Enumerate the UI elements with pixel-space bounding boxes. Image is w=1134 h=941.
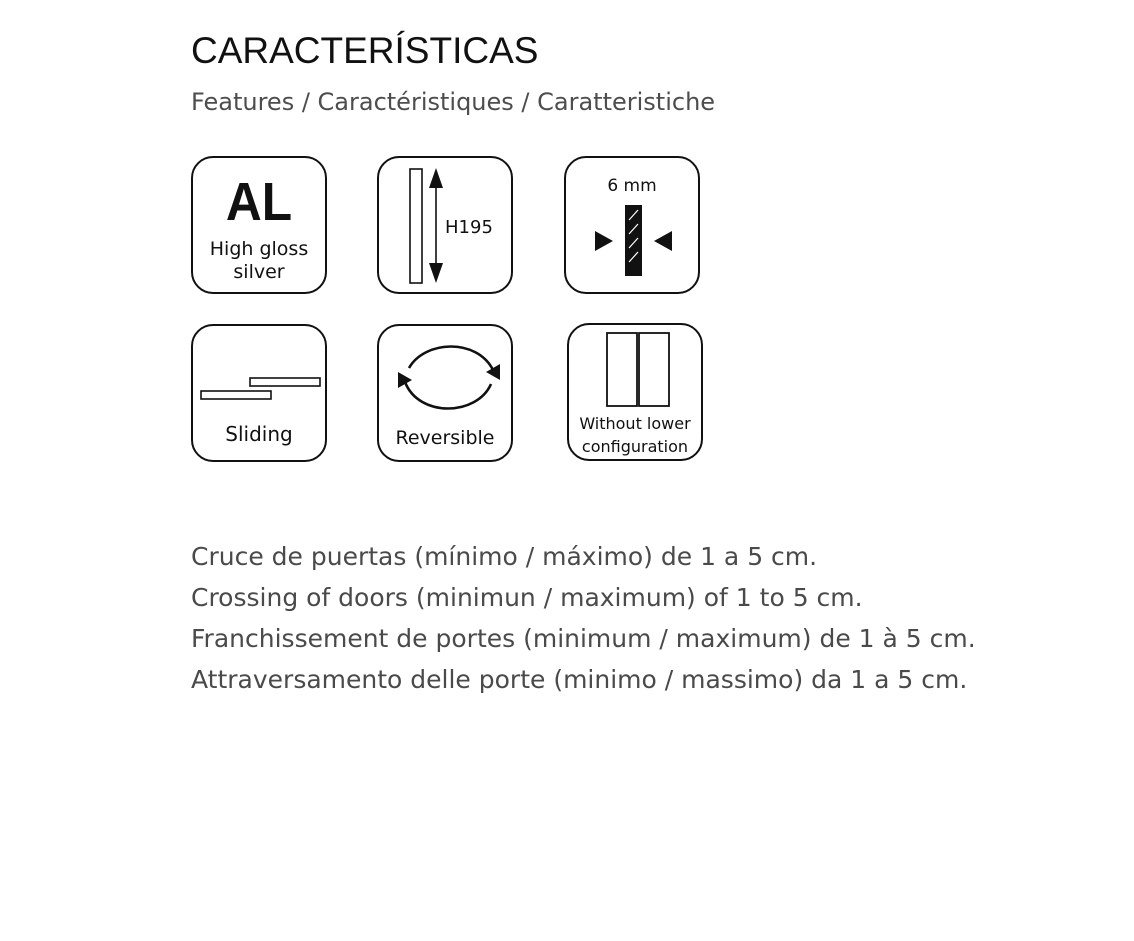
lower-label xyxy=(569,412,701,458)
page-subtitle: Features / Caractéristiques / Caratteristiche xyxy=(191,88,716,116)
lower-label-line2: configuration xyxy=(581,437,689,456)
feature-tile-material xyxy=(191,156,327,294)
material-label xyxy=(193,238,325,284)
height-label: H195 xyxy=(445,217,493,238)
feature-tile-reversible xyxy=(377,324,513,462)
feature-tile-height xyxy=(377,156,513,294)
crossing-description xyxy=(191,536,976,700)
material-label-line2: silver xyxy=(233,261,285,283)
reversible-label: Reversible xyxy=(395,427,495,449)
material-label-line1: High gloss xyxy=(209,238,309,260)
glass-label: 6 mm xyxy=(607,176,657,196)
sliding-label: Sliding xyxy=(225,422,293,446)
lower-label-line1: Without lower xyxy=(579,414,691,433)
aluminium-icon: AL xyxy=(225,172,293,232)
feature-tile-lower xyxy=(567,323,703,461)
page-title: CARACTERÍSTICAS xyxy=(191,30,539,71)
feature-tile-glass xyxy=(564,156,700,294)
description-line-es: Cruce de puertas (mínimo / máximo) de 1 a 5 cm. xyxy=(191,542,818,571)
description-line-en: Crossing of doors (minimun / maximum) of 1 to 5 cm. xyxy=(191,583,863,612)
feature-tile-sliding xyxy=(191,324,327,462)
description-line-fr: Franchissement de portes (minimum / maximum) de 1 à 5 cm. xyxy=(191,624,976,653)
description-line-it: Attraversamento delle porte (minimo / massimo) da 1 a 5 cm. xyxy=(191,665,968,694)
